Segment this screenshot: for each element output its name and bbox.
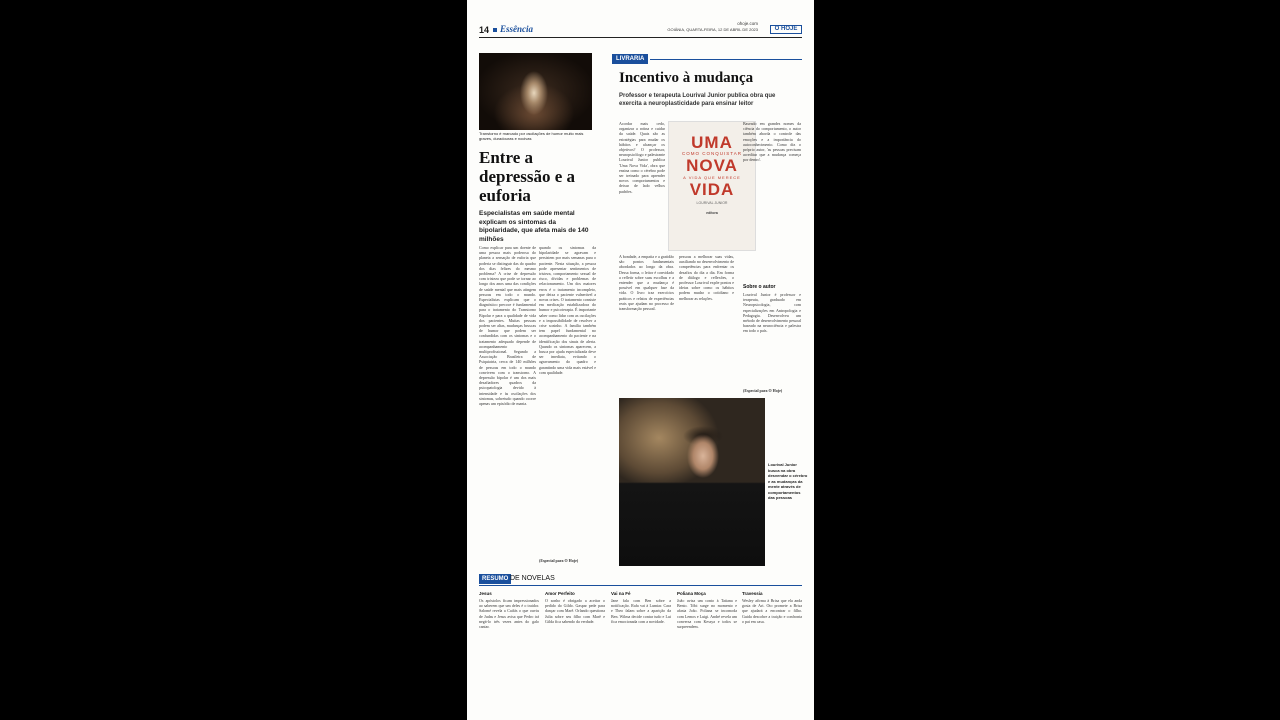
newspaper-logo: O HOJE xyxy=(770,25,802,34)
page-header xyxy=(479,21,802,38)
article-body-col2: quando os sintomas da bipolaridade se agravam e persistem por mais semanas para o paciente. Nesta situação, a pessoa pode apresentar sentimentos de tristeza, comportamento sexual de risco, dívidas e problemas de relacionamento. Um dos maiores erros é o tratamento incompleto, que deixa o paciente vulnerável a novas crises. O tratamento consiste em medicação estabilizadora do humor e psicoterapia. É importante saber como lidar com as oscilações e a impossibilidade de resolver a crise sozinho. A família também tem papel fundamental no acompanhamento do paciente e na identificação dos sinais de alerta. Quando os sintomas aparecem, a busca por ajuda especializada deve ser imediata, evitando o agravamento do quadro e garantindo uma vida mais estável e com qualidade. xyxy=(539,245,596,375)
novela-summary: Wesley afirma à Brisa que ela anda gosta de Ari. Oto promete a Brisa que ajudará a encontrar o filho. Guida descobre a traição e confronta o pai em casa. xyxy=(742,598,802,624)
article-deck-right: Professor e terapeuta Lourival Junior publica obra que exercita a neuroplasticidade para ensinar leitor xyxy=(619,93,776,107)
novela-summary: João avisa um conto à Tatiana e Bento. Tóbi surge no momento e afasta João. Poliana se incomoda com Lemos e Luigi. André revela um conversa com Kessya e todos se surpreendem. xyxy=(677,598,737,630)
site-url: ohoje.com xyxy=(737,21,758,26)
section-marker-icon xyxy=(493,28,497,32)
about-author-text: Lourival Junior é professor e terapeuta, graduado em Neuropsicologia, com especializações em Antropologia e Pedagogia. Desenvolveu um método de desenvolvimento pessoal baseado na neurociência e palestra em todo o país. xyxy=(743,292,801,334)
article-right-body-col3: pessoas a melhorar suas vidas, auxiliando no desenvolvimento de competências para enfrentar os desafios do dia a dia. Em forma de diálogo e reflexões, o professor Lourival expõe pontos e ideias sobre como os hábitos podem mudar o cotidiano e melhorar as relações. xyxy=(679,254,734,301)
book-title-line3: VIDA xyxy=(689,180,735,199)
novela-title: Vai na Fé xyxy=(611,591,631,596)
book-subtitle-line1: COMO CONQUISTAR xyxy=(682,151,742,156)
book-title-line1: UMA xyxy=(691,133,733,152)
photo-caption: Transtorno é marcado por oscilações de humor muito mais graves, duradouras e nocivas xyxy=(479,131,584,141)
section-name: Essência xyxy=(500,24,534,34)
novela-summary: Jane fala com Ben sobre a notificação. Rafa vai à Lumiar. Cara e Theo falam sobre a aparição da Ben. Wilma decide contar tudo e Lui fica emocionada com a novidade. xyxy=(611,598,671,624)
kicker-rule xyxy=(650,59,802,60)
novela-item-travessia xyxy=(742,591,802,718)
novela-item-vai-na-fe xyxy=(611,591,671,718)
novela-item-poliana-moca xyxy=(677,591,737,718)
article-headline: Entre a depressão e a euforia xyxy=(479,148,576,205)
resumo-label: RESUMO xyxy=(479,574,511,584)
article-signature: (Especial para O Hoje) xyxy=(539,558,579,563)
article-right-signature: (Especial para O Hoje) xyxy=(743,388,783,393)
book-publisher: editora xyxy=(706,211,718,215)
resumo-label-novelas: DE NOVELAS xyxy=(510,575,555,582)
novela-item-jesus xyxy=(479,591,539,718)
article-deck: Especialistas em saúde mental explicam os sintomas da bipolaridade, que afeta mais de 140 milhões xyxy=(479,210,589,243)
novela-title: Jesus xyxy=(479,591,492,596)
novela-summary: Os apóstolos ficam impressionados ao saberem que um deles é o traidor. Salomé revela a Caifás o que ouviu de Judas e Jesus avisa que Pedro irá negá-lo três vezes antes do galo cantar. xyxy=(479,598,539,630)
novela-item-amor-perfeito xyxy=(545,591,605,718)
book-author: LOURIVAL JUNIOR xyxy=(696,201,728,205)
book-title-line2: NOVA xyxy=(686,156,738,175)
article-body-col1: Como explicar para um doente de uma pessoa mais poderosa do planeta a sensação de euforia que poderia se distinguir das do quadro dos dias felizes do mesmo problema? A crise de depressão com tristeza que pode se tornar ao longo dos anos uma das condições de saúde mental que mais atingem pessoas em todo o mundo. Especialistas explicam que o diagnóstico precoce é fundamental para o tratamento do Transtorno Bipolar e para a qualidade de vida dos pacientes. Muitas pessoas podem ser altas, mudanças bruscas de humor que podem ser confundidas com os sintomas e o tratamento adequado depende de acompanhamento multiprofissional. Segundo a Associação Brasileira de Psiquiatria, cerca de 140 milhões de pessoas em todo o mundo convivem com o transtorno. A depressão bipolar é um dos mais desafiadores quadros da psicopatologia devido à intensidade e às oscilações dos sintomas, sobretudo quando ocorre apenas um episódio de mania. xyxy=(479,245,536,407)
novela-summary: O sonho é obrigado a aceitar o pedido do Gildo. Gaspar pede para dançar com Marê. Orlando questiona Julia sobre seu filho com Marê e Gilda fica sabendo da verdade. xyxy=(545,598,605,624)
author-portrait-photo xyxy=(619,398,765,566)
about-author-subhead: Sobre o autor xyxy=(743,284,776,290)
section-kicker: LIVRARIA xyxy=(612,54,648,64)
novela-title: Travessia xyxy=(742,591,763,596)
novela-title: Amor Perfeito xyxy=(545,591,575,596)
page-number: 14 xyxy=(479,25,490,35)
novela-title: Poliana Moça xyxy=(677,591,706,596)
bipolar-photo xyxy=(479,53,592,130)
date-line: GOIÂNIA, QUARTA-FEIRA, 12 DE ABRIL DE 2023 xyxy=(667,27,758,32)
book-subtitle-line2: A VIDA QUE MERECE xyxy=(683,175,741,180)
newspaper-page xyxy=(467,0,814,720)
article-right-body-col2: A bondade, a empatia e a gratidão são pontos fundamentais abordados ao longo da obra. Dessa forma, o leitor é convidado a refletir sobre suas escolhas e a entender que a mudança é possível em qualquer fase da vida. O livro traz exercícios práticos e relatos de experiências reais que ajudam no processo de transformação pessoal. xyxy=(619,254,674,312)
article-right-body-col1: Acordar mais cedo, organizar a rotina e cuidar da saúde. Quais são as estratégias para mudar os hábitos e alcançar os objetivos? O professor, neuropsicólogo e palestrante Lourival Junior publica 'Uma Nova Vida', obra que ensina como o cérebro pode ser treinado para aprender novos comportamentos e deixar de lado velhos padrões. xyxy=(619,121,665,194)
article-headline-right: Incentivo à mudança xyxy=(619,70,754,86)
resumo-header xyxy=(479,574,802,586)
portrait-caption: Lourival Junior busca na obra desvendar o cérebro e as mudanças da mente através de comportamentos das pessoas xyxy=(768,462,808,500)
article-right-body-col4: Baseado em grandes nomes da ciência do comportamento, o autor também aborda o controle das emoções e a importância do autoconhecimento. Como diz o próprio autor, 'as pessoas precisam acreditar que a mudança começa por dentro'. xyxy=(743,121,801,163)
